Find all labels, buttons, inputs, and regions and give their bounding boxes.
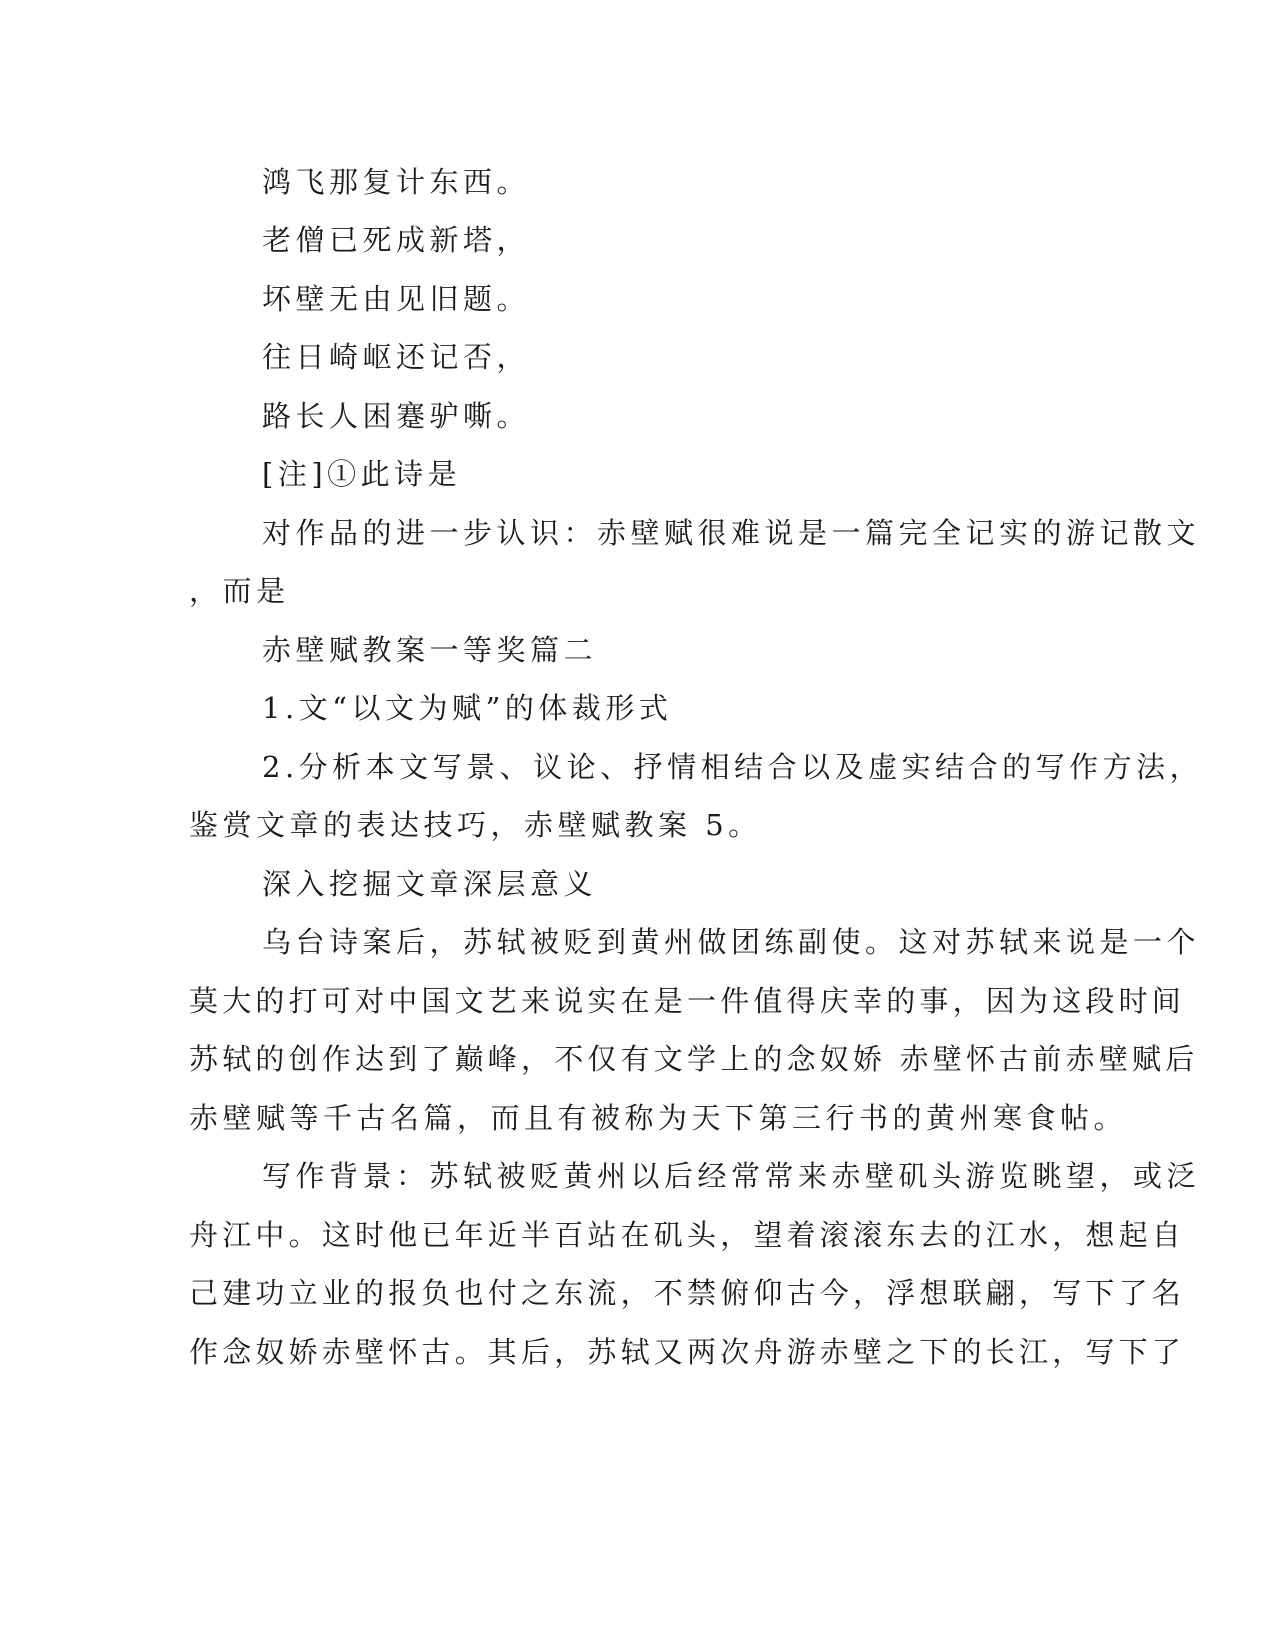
poem-line-1: 鸿飞那复计东西。 <box>262 165 531 199</box>
paragraph-line: 写作背景：苏轼被贬黄州以后经常常来赤壁矶头游览眺望，或泛 <box>262 1159 1201 1193</box>
paragraph-line: 舟江中。这时他已年近半百站在矶头，望着滚滚东去的江水，想起自 <box>189 1218 1186 1252</box>
paragraph-line: 己建功立业的报负也付之东流，不禁俯仰古今，浮想联翩，写下了名 <box>189 1276 1186 1310</box>
poem-line-3: 坏壁无由见旧题。 <box>262 282 531 316</box>
poem-line-5: 路长人困蹇驴嘶。 <box>262 399 531 433</box>
poem-line-2: 老僧已死成新塔， <box>262 223 531 257</box>
poem-line-4: 往日崎岖还记否， <box>262 340 531 374</box>
paragraph-line: 苏轼的创作达到了巅峰，不仅有文学上的念奴娇 赤壁怀古前赤壁赋后 <box>189 1042 1199 1076</box>
paragraph-line: 作念奴娇赤壁怀古。其后，苏轼又两次舟游赤壁之下的长江，写下了 <box>189 1335 1186 1369</box>
poem-note: [注]①此诗是 <box>262 457 462 491</box>
paragraph-line: 乌台诗案后，苏轼被贬到黄州做团练副使。这对苏轼来说是一个 <box>262 925 1201 959</box>
list-item: 1.文“以文为赋”的体裁形式 <box>262 691 673 725</box>
section-heading: 赤壁赋教案一等奖篇二 <box>262 633 598 667</box>
paragraph-line: ，而是 <box>189 574 290 608</box>
list-item: 2.分析本文写景、议论、抒情相结合以及虚实结合的写作方法， <box>262 750 1204 784</box>
paragraph-line: 深入挖掘文章深层意义 <box>262 867 598 901</box>
paragraph-line: 对作品的进一步认识：赤壁赋很难说是一篇完全记实的游记散文 <box>262 516 1201 550</box>
paragraph-line: 鉴赏文章的表达技巧，赤壁赋教案 5。 <box>189 808 762 842</box>
paragraph-line: 莫大的打可对中国文艺来说实在是一件值得庆幸的事，因为这段时间 <box>189 984 1186 1018</box>
paragraph-line: 赤壁赋等千古名篇，而且有被称为天下第三行书的黄州寒食帖。 <box>189 1101 1128 1135</box>
